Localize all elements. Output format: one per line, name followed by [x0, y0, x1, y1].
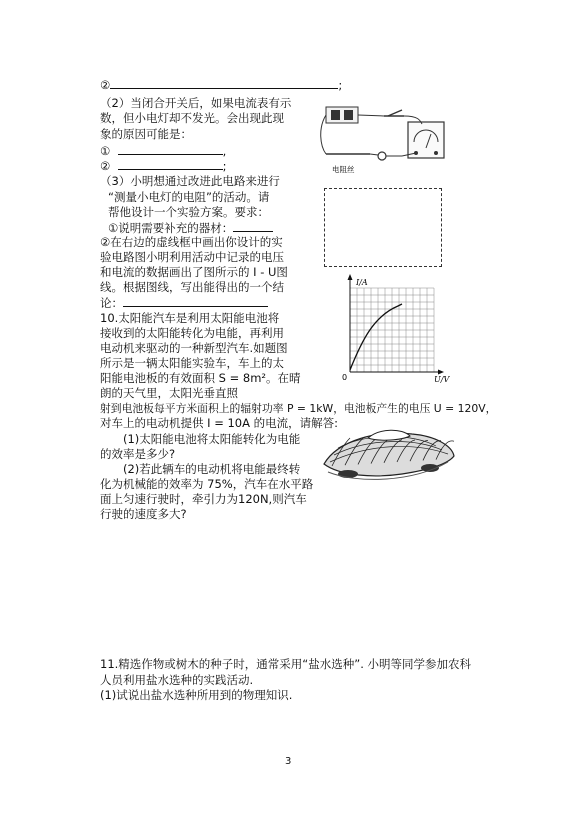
- y-axis-arrow: [348, 274, 353, 280]
- sub-question-2: (2)若此辆车的电动机将电能最终转: [123, 462, 301, 476]
- text-line: 接收到的太阳能转化为电能，再利用: [100, 326, 284, 340]
- wire: [321, 115, 326, 154]
- solar-car-canopy: [368, 430, 410, 440]
- question-11-line: 11.精选作物或树木的种子时，通常采用“盐水选种”. 小明等同学参加农科: [100, 657, 472, 671]
- line-text: ②: [100, 159, 111, 173]
- text-line: 的效率是多少?: [100, 447, 176, 461]
- wheel-icon: [338, 470, 358, 478]
- x-axis-label: U/V: [434, 375, 450, 384]
- battery-icon: [326, 107, 358, 123]
- equipment-line: [108, 220, 273, 236]
- wire: [370, 154, 378, 155]
- text-line: (1)试说出盐水选种所用到的物理知识.: [100, 688, 293, 702]
- text-line: 射到电池板每平方米面积上的辐射功率 P = 1kW，电池板产生的电压 U = 120V，: [100, 402, 497, 415]
- solar-car-image: [318, 420, 460, 492]
- line-tail: ;: [222, 159, 227, 173]
- text-line: 电动机来驱动的一种新型汽车.如题图: [100, 341, 288, 355]
- sub-question-1: (1)太阳能电池将太阳能转化为电能: [123, 432, 301, 446]
- lamp-icon: [378, 152, 386, 160]
- answer-blank[interactable]: [123, 295, 268, 307]
- text-line: 行驶的速度多大?: [100, 507, 187, 521]
- text-line: ②在右边的虚线框中画出你设计的实: [100, 235, 283, 249]
- x-axis-arrow: [438, 370, 444, 375]
- text-line: 验电路图小明利用活动中记录的电压: [100, 250, 284, 264]
- text-line: 朗的天气里，太阳光垂直照: [100, 386, 238, 400]
- line-text: ①: [100, 144, 111, 158]
- ammeter-icon: [408, 122, 444, 158]
- text-line: 面上匀速行驶时，牵引力为120N,则汽车: [100, 492, 307, 506]
- line-text: 论：: [100, 296, 123, 310]
- answer-blank[interactable]: [110, 77, 338, 89]
- text-line: 人员利用盐水选种的实践活动.: [100, 673, 254, 687]
- graph-grid: [350, 288, 434, 372]
- answer-blank[interactable]: [233, 220, 273, 232]
- text-line: 和电流的数据画出了图所示的 I - U图: [100, 265, 288, 279]
- wire: [358, 115, 384, 116]
- circuit-design-box[interactable]: [324, 188, 442, 267]
- text-line: 阳能电池板的有效面积 S = 8m²。在晴: [100, 371, 301, 385]
- y-axis-label: I/A: [356, 278, 368, 287]
- question-10-line: 10.太阳能汽车是利用太阳能电池将: [100, 311, 280, 325]
- answer-line-1: [100, 143, 226, 159]
- text-line: 对车上的电动机提供 I = 10A 的电流，请解答:: [100, 416, 339, 430]
- iu-graph: [340, 270, 462, 384]
- text-line: 象的原因可能是：: [100, 127, 192, 141]
- battery-cell: [331, 110, 340, 120]
- battery-cell: [344, 110, 353, 120]
- text-line: （3）小明想通过改进此电路来进行: [100, 174, 280, 188]
- answer-line-2b: [100, 158, 227, 174]
- text-line: 数，但小电灯却不发光。会出现此现: [100, 111, 284, 125]
- text-line: （2）当闭合开关后，如果电流表有示: [100, 96, 292, 110]
- conclusion-line: [100, 295, 268, 311]
- origin-label: 0: [342, 373, 348, 382]
- switch-lever: [388, 110, 402, 116]
- answer-line-2: [100, 77, 342, 93]
- text-line: “测量小电灯的电阻”的活动。请: [108, 190, 270, 204]
- answer-blank[interactable]: [118, 143, 223, 155]
- line-text: ②: [100, 78, 111, 92]
- line-tail: ;: [338, 78, 343, 92]
- text-line: 线。根据图线，写出能得出的一个结: [100, 280, 284, 294]
- page-number: 3: [285, 756, 292, 767]
- line-text: ①说明需要补充的器材：: [108, 221, 234, 235]
- ammeter-terminal: [434, 151, 438, 155]
- line-tail: ,: [222, 144, 227, 158]
- circuit-diagram: [318, 98, 458, 176]
- answer-blank[interactable]: [118, 158, 223, 170]
- resistance-wire-label: 电阻丝: [332, 165, 355, 174]
- text-line: 帮他设计一个实验方案。要求：: [108, 205, 269, 219]
- text-line: 所示是一辆太阳能实验车，车上的太: [100, 356, 284, 370]
- text-line: 化为机械能的效率为 75%，汽车在水平路: [100, 477, 314, 491]
